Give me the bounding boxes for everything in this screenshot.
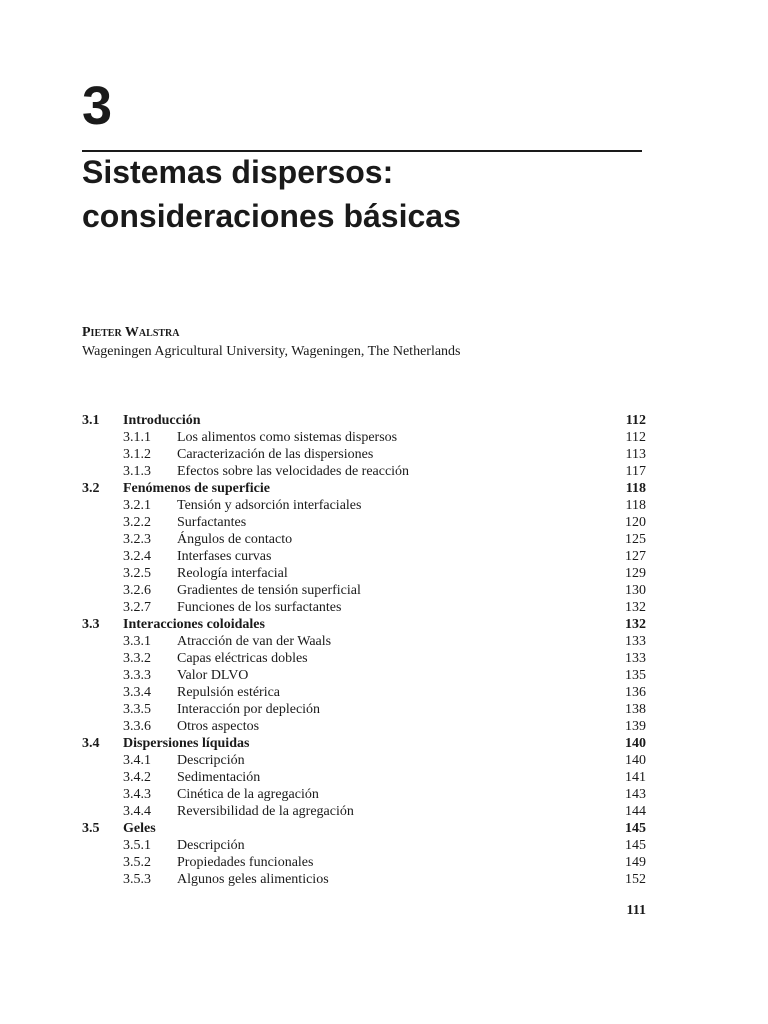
toc-section-row <box>82 616 646 633</box>
toc-subsection-row <box>82 752 646 769</box>
toc-entry-page: 132 <box>625 600 646 615</box>
toc-entry-page: 139 <box>625 719 646 734</box>
toc-entry-number: 3.4.2 <box>123 770 151 785</box>
toc-subsection-row <box>82 531 646 548</box>
toc-entry-number: 3.4.1 <box>123 753 151 768</box>
toc-section-row <box>82 735 646 752</box>
toc-subsection-row <box>82 803 646 820</box>
chapter-title-line-1: Sistemas dispersos: <box>82 154 394 190</box>
toc-entry-page: 117 <box>625 464 646 479</box>
toc-entry-number: 3.5.1 <box>123 838 151 853</box>
chapter-number: 3 <box>82 76 113 136</box>
toc-entry-page: 144 <box>625 804 646 819</box>
toc-entry-number: 3.3.4 <box>123 685 151 700</box>
toc-subsection-row <box>82 837 646 854</box>
toc-entry-number: 3.1.3 <box>123 464 151 479</box>
toc-entry-title: Dispersiones líquidas <box>123 736 250 751</box>
toc-entry-title: Repulsión estérica <box>177 685 281 700</box>
toc-section-row <box>82 820 646 837</box>
toc-entry-title: Algunos geles alimenticios <box>177 872 329 887</box>
toc-entry-number: 3.5.3 <box>123 872 151 887</box>
toc-entry-page: 127 <box>625 549 646 564</box>
toc-entry-number: 3.3.1 <box>123 634 151 649</box>
toc-subsection-row <box>82 786 646 803</box>
toc-entry-page: 130 <box>625 583 646 598</box>
toc-entry-page: 125 <box>625 532 646 547</box>
toc-entry-number: 3.2.5 <box>123 566 151 581</box>
toc-entry-title: Capas eléctricas dobles <box>177 651 308 666</box>
toc-subsection-row <box>82 446 646 463</box>
toc-entry-page: 135 <box>625 668 646 683</box>
author-block <box>82 323 461 361</box>
toc-entry-number: 3.2.6 <box>123 583 151 598</box>
toc-entry-number: 3.3.2 <box>123 651 151 666</box>
toc-entry-number: 3.3.3 <box>123 668 151 683</box>
toc-entry-number: 3.2.1 <box>123 498 151 513</box>
toc-entry-number: 3.1.2 <box>123 447 151 462</box>
toc-entry-page: 118 <box>625 481 646 496</box>
toc-entry-title: Efectos sobre las velocidades de reacción <box>177 464 410 479</box>
toc-entry-page: 120 <box>625 515 646 530</box>
toc-entry-title: Funciones de los surfactantes <box>177 600 342 615</box>
toc-entry-title: Otros aspectos <box>177 719 260 734</box>
toc-subsection-row <box>82 429 646 446</box>
toc-entry-page: 112 <box>625 413 646 428</box>
toc-section-row <box>82 480 646 497</box>
toc-entry-title: Descripción <box>177 838 245 853</box>
toc-entry-page: 133 <box>625 634 646 649</box>
toc-entry-title: Surfactantes <box>177 515 247 530</box>
toc-entry-page: 113 <box>625 447 646 462</box>
toc-entry-title: Sedimentación <box>177 770 261 785</box>
toc-entry-page: 145 <box>625 838 646 853</box>
toc-subsection-row <box>82 514 646 531</box>
author-name: Pieter Walstra <box>82 325 180 340</box>
toc-subsection-row <box>82 854 646 871</box>
toc-subsection-row <box>82 871 646 888</box>
toc-subsection-row <box>82 667 646 684</box>
toc-entry-number: 3.3 <box>82 617 100 632</box>
author-affiliation: Wageningen Agricultural University, Wageningen, The Netherlands <box>82 344 461 359</box>
toc-entry-page: 132 <box>625 617 646 632</box>
toc-entry-title: Valor DLVO <box>177 668 249 683</box>
toc-entry-title: Tensión y adsorción interfaciales <box>177 498 362 513</box>
toc-subsection-row <box>82 701 646 718</box>
table-of-contents <box>82 412 646 888</box>
toc-subsection-row <box>82 548 646 565</box>
toc-entry-title: Propiedades funcionales <box>177 855 314 870</box>
toc-entry-title: Gradientes de tensión superficial <box>177 583 361 598</box>
toc-entry-page: 133 <box>625 651 646 666</box>
toc-entry-page: 112 <box>625 430 646 445</box>
toc-subsection-row <box>82 582 646 599</box>
toc-subsection-row <box>82 497 646 514</box>
toc-entry-number: 3.2 <box>82 481 100 496</box>
toc-entry-title: Interfases curvas <box>177 549 272 564</box>
toc-entry-number: 3.2.3 <box>123 532 151 547</box>
chapter-title <box>82 150 461 238</box>
toc-section-row <box>82 412 646 429</box>
toc-entry-title: Caracterización de las dispersiones <box>177 447 374 462</box>
toc-entry-page: 129 <box>625 566 646 581</box>
toc-entry-number: 3.1.1 <box>123 430 151 445</box>
toc-entry-number: 3.5.2 <box>123 855 151 870</box>
toc-entry-number: 3.2.7 <box>123 600 151 615</box>
toc-entry-number: 3.4.4 <box>123 804 151 819</box>
toc-entry-page: 140 <box>625 736 646 751</box>
toc-entry-page: 118 <box>625 498 646 513</box>
toc-entry-number: 3.2.2 <box>123 515 151 530</box>
toc-entry-number: 3.3.6 <box>123 719 151 734</box>
toc-entry-title: Los alimentos como sistemas dispersos <box>177 430 398 445</box>
page-number: 111 <box>626 903 646 918</box>
toc-entry-number: 3.5 <box>82 821 100 836</box>
toc-entry-title: Ángulos de contacto <box>177 532 293 547</box>
toc-entry-number: 3.1 <box>82 413 100 428</box>
toc-entry-page: 149 <box>625 855 646 870</box>
toc-entry-number: 3.3.5 <box>123 702 151 717</box>
toc-entry-title: Reversibilidad de la agregación <box>177 804 354 819</box>
toc-entry-title: Atracción de van der Waals <box>177 634 332 649</box>
toc-entry-page: 152 <box>625 872 646 887</box>
toc-subsection-row <box>82 718 646 735</box>
toc-subsection-row <box>82 565 646 582</box>
toc-entry-number: 3.4 <box>82 736 100 751</box>
toc-entry-page: 140 <box>625 753 646 768</box>
toc-entry-page: 138 <box>625 702 646 717</box>
toc-subsection-row <box>82 684 646 701</box>
toc-entry-page: 145 <box>625 821 646 836</box>
toc-entry-page: 141 <box>625 770 646 785</box>
toc-subsection-row <box>82 463 646 480</box>
toc-entry-title: Cinética de la agregación <box>177 787 319 802</box>
toc-entry-title: Fenómenos de superficie <box>123 481 270 496</box>
toc-entry-title: Interacción por depleción <box>177 702 321 717</box>
toc-subsection-row <box>82 599 646 616</box>
toc-subsection-row <box>82 633 646 650</box>
toc-subsection-row <box>82 650 646 667</box>
toc-entry-title: Introducción <box>123 413 201 428</box>
toc-entry-number: 3.4.3 <box>123 787 151 802</box>
toc-entry-page: 143 <box>625 787 646 802</box>
toc-entry-title: Reología interfacial <box>177 566 288 581</box>
toc-entry-title: Geles <box>123 821 156 836</box>
chapter-title-line-2: consideraciones básicas <box>82 198 461 234</box>
toc-entry-title: Interacciones coloidales <box>123 617 265 632</box>
toc-subsection-row <box>82 769 646 786</box>
toc-entry-title: Descripción <box>177 753 245 768</box>
toc-entry-number: 3.2.4 <box>123 549 151 564</box>
toc-entry-page: 136 <box>625 685 646 700</box>
